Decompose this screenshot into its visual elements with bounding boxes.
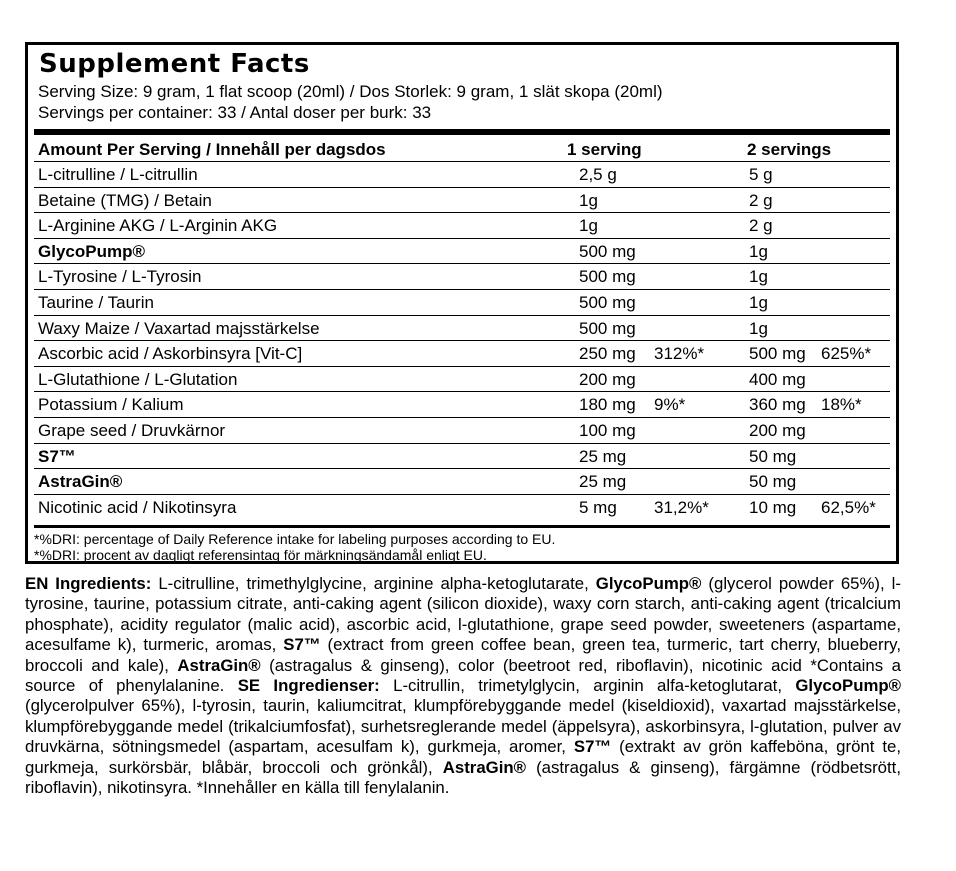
table-row xyxy=(34,161,890,187)
one-serving-amount: 100 mg xyxy=(579,420,636,440)
glycopump-se: GlycoPump® xyxy=(795,676,901,696)
se-ingredients-3: (extrakt av grön kaffeböna, grönt te, gurkmeja, surkörsbär, blåbär, broccoli och grönkål), xyxy=(25,737,902,777)
nutrient-name: S7™ xyxy=(38,446,76,466)
one-serving-dri: 31,2%* xyxy=(654,497,709,517)
se-ingredients-label: SE Ingredienser: xyxy=(237,676,380,696)
one-serving-amount: 5 mg xyxy=(579,497,617,517)
two-servings-amount: 2 g xyxy=(749,216,773,236)
one-serving-amount: 1g xyxy=(579,216,598,236)
nutrient-name: AstraGin® xyxy=(38,472,123,492)
se-ingredients-4: (astragalus & ginseng), färgämne (rödbetsrött, riboflavin), nikotinsyra. *Innehåller en källa till fenylalanin. xyxy=(25,757,902,798)
table-row xyxy=(34,468,890,494)
en-ingredients-3: (extract from green coffee bean, green tea, turmeric, tart cherry, blueberry, broccoli and kale), xyxy=(25,635,901,675)
bottom-divider xyxy=(34,525,890,528)
one-serving-amount: 500 mg xyxy=(579,318,636,338)
table-row xyxy=(34,315,890,341)
two-servings-dri: 625%* xyxy=(821,344,872,364)
en-ingredients-4: (astragalus & ginseng), color (beetroot red, riboflavin), nicotinic acid *Contains a source of phenylalanine. xyxy=(25,655,901,696)
two-servings-dri: 18%* xyxy=(821,395,862,415)
nutrient-name: L-Tyrosine / L-Tyrosin xyxy=(38,267,202,287)
table-row xyxy=(34,212,890,238)
nutrient-name: Potassium / Kalium xyxy=(38,395,184,415)
nutrient-name: Waxy Maize / Vaxartad majsstärkelse xyxy=(38,318,320,338)
amount-header: Amount Per Serving / Innehåll per dagsdos xyxy=(38,140,386,159)
one-serving-header: 1 serving xyxy=(567,140,642,159)
one-serving-amount: 250 mg xyxy=(579,344,636,364)
one-serving-amount: 500 mg xyxy=(579,267,636,287)
two-servings-amount: 1g xyxy=(749,267,768,287)
supplement-facts-panel xyxy=(25,42,899,564)
table-row xyxy=(34,340,890,366)
table-row xyxy=(34,494,890,520)
table-row xyxy=(34,391,890,417)
thick-divider xyxy=(34,129,890,135)
one-serving-dri: 312%* xyxy=(654,344,705,364)
nutrient-name: L-Glutathione / L-Glutation xyxy=(38,369,238,389)
table-row xyxy=(34,238,890,264)
one-serving-amount: 1g xyxy=(579,190,598,210)
one-serving-amount: 500 mg xyxy=(579,241,636,261)
se-ingredients-1: L-citrullin, trimetylglycin, arginin alfa-ketoglutarat, xyxy=(379,676,796,696)
table-row xyxy=(34,289,890,315)
nutrient-name: GlycoPump® xyxy=(38,241,145,261)
footnote-se: *%DRI: procent av dagligt referensintag för märkningsändamål enligt EU. xyxy=(34,547,487,563)
servings-per-container: Servings per container: 33 / Antal doser per burk: 33 xyxy=(38,103,432,122)
nutrient-name: L-Arginine AKG / L-Arginin AKG xyxy=(38,216,278,236)
nutrient-name: Ascorbic acid / Askorbinsyra [Vit-C] xyxy=(38,344,303,364)
two-servings-amount: 50 mg xyxy=(749,472,797,492)
footnote-en: *%DRI: percentage of Daily Reference intake for labeling purposes according to EU. xyxy=(34,531,556,547)
nutrient-name: L-citrulline / L-citrullin xyxy=(38,165,198,184)
astragin-se: AstraGin® xyxy=(442,757,526,777)
en-ingredients-label: EN Ingredients: xyxy=(25,574,152,593)
two-servings-amount: 1g xyxy=(749,241,768,261)
one-serving-amount: 180 mg xyxy=(579,395,636,415)
table-row xyxy=(34,187,890,213)
two-servings-amount: 5 g xyxy=(749,165,773,184)
one-serving-amount: 2,5 g xyxy=(579,165,617,184)
table-row xyxy=(34,263,890,289)
table-row xyxy=(34,366,890,392)
nutrient-table xyxy=(34,161,890,519)
two-servings-amount: 1g xyxy=(749,292,768,312)
two-servings-header: 2 servings xyxy=(747,140,832,159)
en-ingredients-2: (glycerol powder 65%), l-tyrosine, taurine, potassium citrate, anti-caking agent (silicon dioxide), waxy corn starch, anti-caking agent (tricalcium phosphate), acidity regulator (malic acid), ascorbic acid, l-glutathione, grape seed powder, sweeteners (aspartame, acesulfame k), turmeric, aromas, xyxy=(25,574,901,655)
two-servings-amount: 200 mg xyxy=(749,420,806,440)
en-ingredients-1: L-citrulline, trimethylglycine, arginine alpha-ketoglutarate, xyxy=(151,574,596,593)
one-serving-amount: 25 mg xyxy=(579,472,627,492)
nutrient-name: Nicotinic acid / Nikotinsyra xyxy=(38,497,237,517)
table-row xyxy=(34,417,890,443)
two-servings-amount: 1g xyxy=(749,318,768,338)
panel-title: Supplement Facts xyxy=(39,49,310,79)
two-servings-dri: 62,5%* xyxy=(821,497,876,517)
two-servings-amount: 360 mg xyxy=(749,395,806,415)
s7-se: S7™ xyxy=(573,737,612,757)
glycopump-en: GlycoPump® xyxy=(595,574,702,593)
nutrient-name: Grape seed / Druvkärnor xyxy=(38,420,226,440)
one-serving-amount: 25 mg xyxy=(579,446,627,466)
serving-size: Serving Size: 9 gram, 1 flat scoop (20ml) / Dos Storlek: 9 gram, 1 slät skopa (20ml) xyxy=(38,82,663,101)
s7-en: S7™ xyxy=(283,635,321,655)
one-serving-amount: 200 mg xyxy=(579,369,636,389)
astragin-en: AstraGin® xyxy=(177,655,261,675)
nutrient-name: Betaine (TMG) / Betain xyxy=(38,190,212,210)
table-row xyxy=(34,443,890,469)
one-serving-amount: 500 mg xyxy=(579,292,636,312)
nutrient-name: Taurine / Taurin xyxy=(38,292,154,312)
ingredients-text xyxy=(25,574,901,798)
se-ingredients-2: (glycerolpulver 65%), l-tyrosin, taurin, kaliumcitrat, klumpförebyggande medel (kiseldioxid), vaxartad majsstärkelse, klumpförebyggande medel (trikalciumfosfat), surhetsreglerande medel (äppelsyra), askorbinsyra, l-glutation, pulver av druvkärna, sötningsmedel (aspartam, acesulfam k), gurkmeja, aromer, xyxy=(25,696,901,757)
one-serving-dri: 9%* xyxy=(654,395,686,415)
two-servings-amount: 50 mg xyxy=(749,446,797,466)
two-servings-amount: 400 mg xyxy=(749,369,806,389)
two-servings-amount: 2 g xyxy=(749,190,773,210)
two-servings-amount: 500 mg xyxy=(749,344,806,364)
two-servings-amount: 10 mg xyxy=(749,497,797,517)
